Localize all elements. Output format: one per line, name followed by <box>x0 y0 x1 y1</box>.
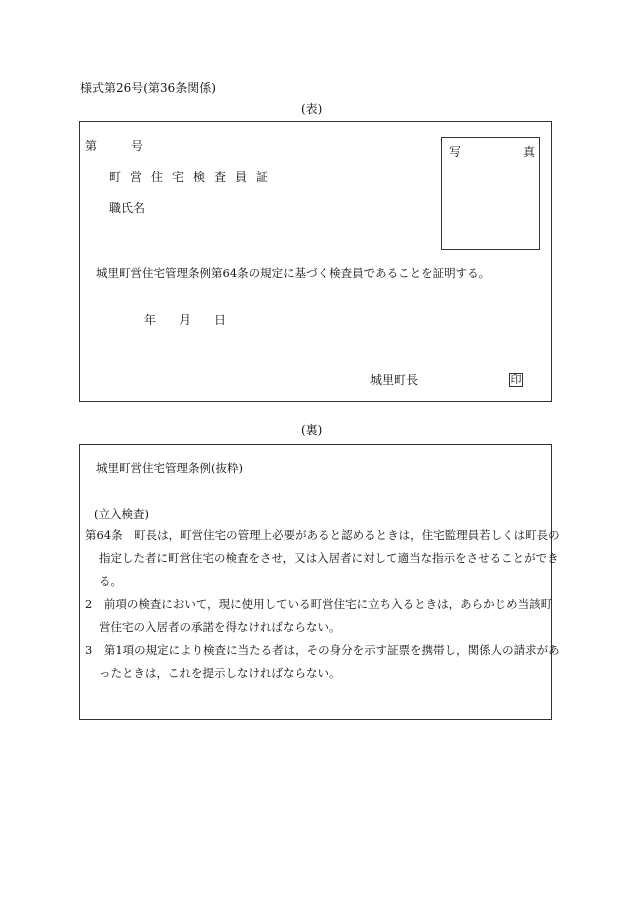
excerpt-title: 城里町営住宅管理条例(抜粋) <box>96 461 243 475</box>
front-side-label: (表) <box>301 102 323 116</box>
paragraph-2-text: 2 前項の検査において，現に使用している町営住宅に立ち入るときは，あらかじめ当該町営住宅の入居者の承諾を得なければならない。 <box>85 597 553 634</box>
date-year: 年 <box>144 313 157 327</box>
card-number-prefix: 第 <box>85 139 98 153</box>
seal-mark: 印 <box>510 373 522 386</box>
form-number-header: 様式第26号(第36条関係) <box>80 81 216 95</box>
article-64-text: 第64条 町長は，町営住宅の管理上必要があると認めるときは，住宅監理員若しくは町長の指定した者に町営住宅の検査をさせ，又は入居者に対して適当な指示をさせることができる。 <box>85 528 560 588</box>
card-number-suffix: 号 <box>131 139 144 153</box>
name-label: 職氏名 <box>109 201 146 215</box>
certification-text: 城里町営住宅管理条例第64条の規定に基づく検査員であることを証明する。 <box>96 266 491 280</box>
photo-label-left: 写 <box>449 145 462 159</box>
date-month: 月 <box>179 313 192 327</box>
front-card <box>79 121 552 402</box>
photo-label-right: 真 <box>522 145 535 159</box>
card-title: 町営住宅検査員証 <box>109 170 278 184</box>
issuer-name: 城里町長 <box>370 373 419 387</box>
paragraph-3-text: 3 第1項の規定により検査に当たる者は，その身分を示す証票を携帯し，関係人の請求があったときは，これを提示しなければならない。 <box>85 643 560 680</box>
photo-box <box>441 137 540 250</box>
date-day: 日 <box>214 313 227 327</box>
back-card <box>79 444 560 720</box>
back-side-label: (裏) <box>301 423 323 437</box>
article-heading: (立入検査) <box>94 507 149 521</box>
